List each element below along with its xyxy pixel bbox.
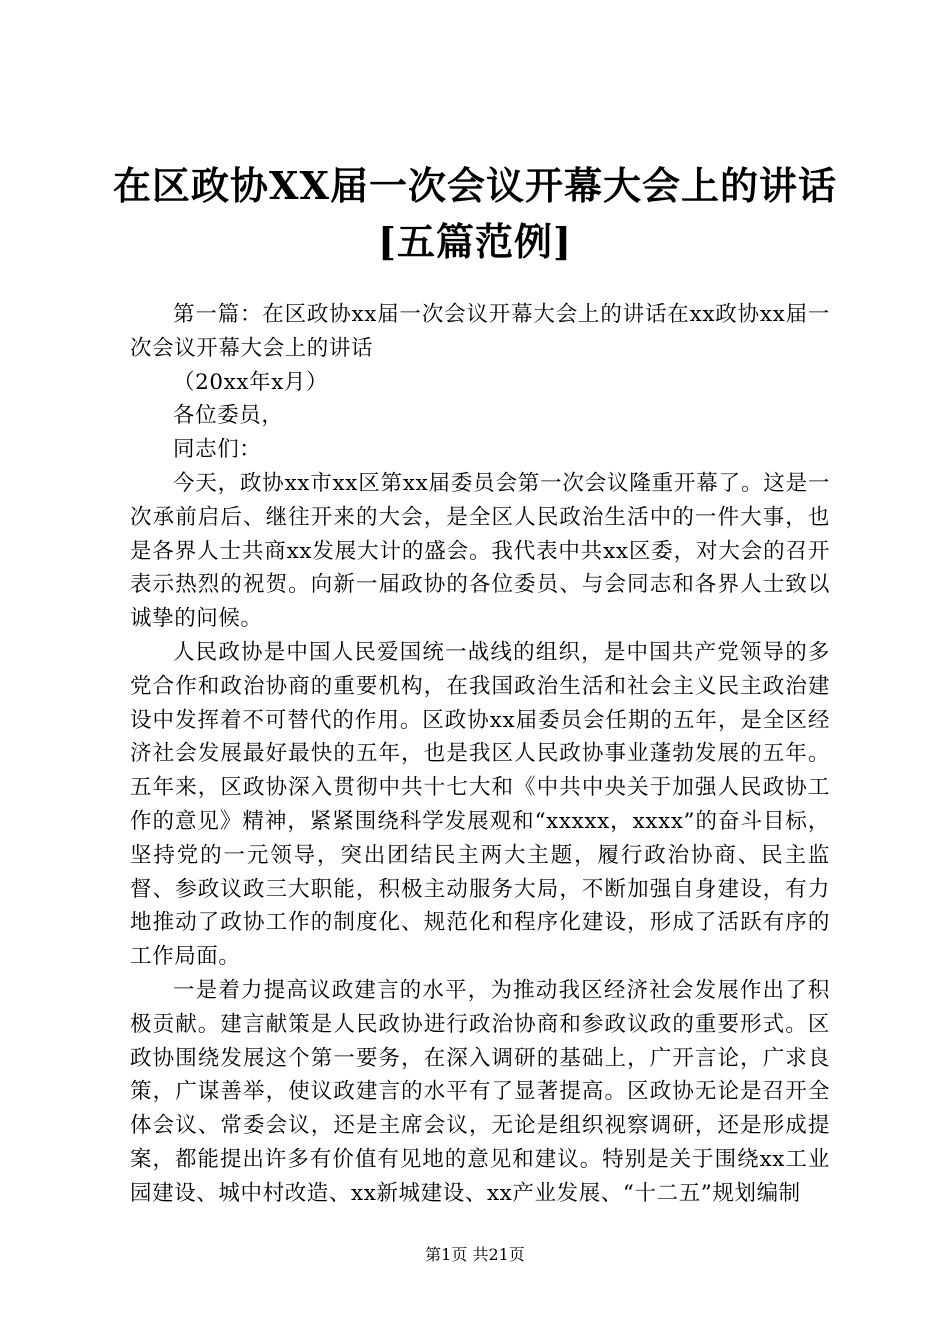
document-body bbox=[130, 298, 830, 1211]
paragraph-point-one: 一是着力提高议政建言的水平，为推动我区经济社会发展作出了积极贡献。建言献策是人民政协进行政治协商和参政议政的重要形式。区政协围绕发展这个第一要务，在深入调研的基础上，广开言论，广求良策，广谋善举，使议政建言的水平有了显著提高。区政协无论是召开全体会议、常委会议，还是主席会议，无论是组织视察调研，还是形成提案，都能提出许多有价值有见地的意见和建议。特别是关于围绕xx工业园建设、城中村改造、xx新城建设、xx产业发展、“十二五”规划编制 bbox=[130, 977, 830, 1206]
paragraph-heading: 第一篇：在区政协xx届一次会议开幕大会上的讲话在xx政协xx届一次会议开幕大会上的讲话 bbox=[130, 302, 830, 361]
document-title: 在区政协XX届一次会议开幕大会上的讲话[五篇范例] bbox=[113, 163, 837, 264]
paragraph-date: （20xx年x月） bbox=[173, 369, 329, 395]
page-number-footer: 第1页 共21页 bbox=[425, 1245, 525, 1264]
paragraph-opening: 今天，政协xx市xx区第xx届委员会第一次会议隆重开幕了。这是一次承前启后、继往开来的大会，是全区人民政治生活中的一件大事，也是各界人士共商xx发展大计的盛会。我代表中共xx区委，对大会的召开表示热烈的祝贺。向新一届政协的各位委员、与会同志和各界人士致以诚挚的问候。 bbox=[130, 470, 830, 632]
paragraph-salutation-comrades: 同志们： bbox=[173, 437, 262, 463]
paragraph-salutation-members: 各位委员， bbox=[173, 403, 284, 429]
paragraph-cppcc-role: 人民政协是中国人民爱国统一战线的组织，是中国共产党领导的多党合作和政治协商的重要机构，在我国政治生活和社会主义民主政治建设中发挥着不可替代的作用。区政协xx届委员会任期的五年，是全区经济社会发展最好最快的五年，也是我区人民政协事业蓬勃发展的五年。五年来，区政协深入贯彻中共十七大和《中共中央关于加强人民政协工作的意见》精神，紧紧围绕科学发展观和“xxxxx，xxxx”的奋斗目标，坚持党的一元领导，突出团结民主两大主题，履行政治协商、民主监督、参政议政三大职能，积极主动服务大局，不断加强自身建设，有力地推动了政协工作的制度化、规范化和程序化建设，形成了活跃有序的工作局面。 bbox=[130, 639, 830, 970]
